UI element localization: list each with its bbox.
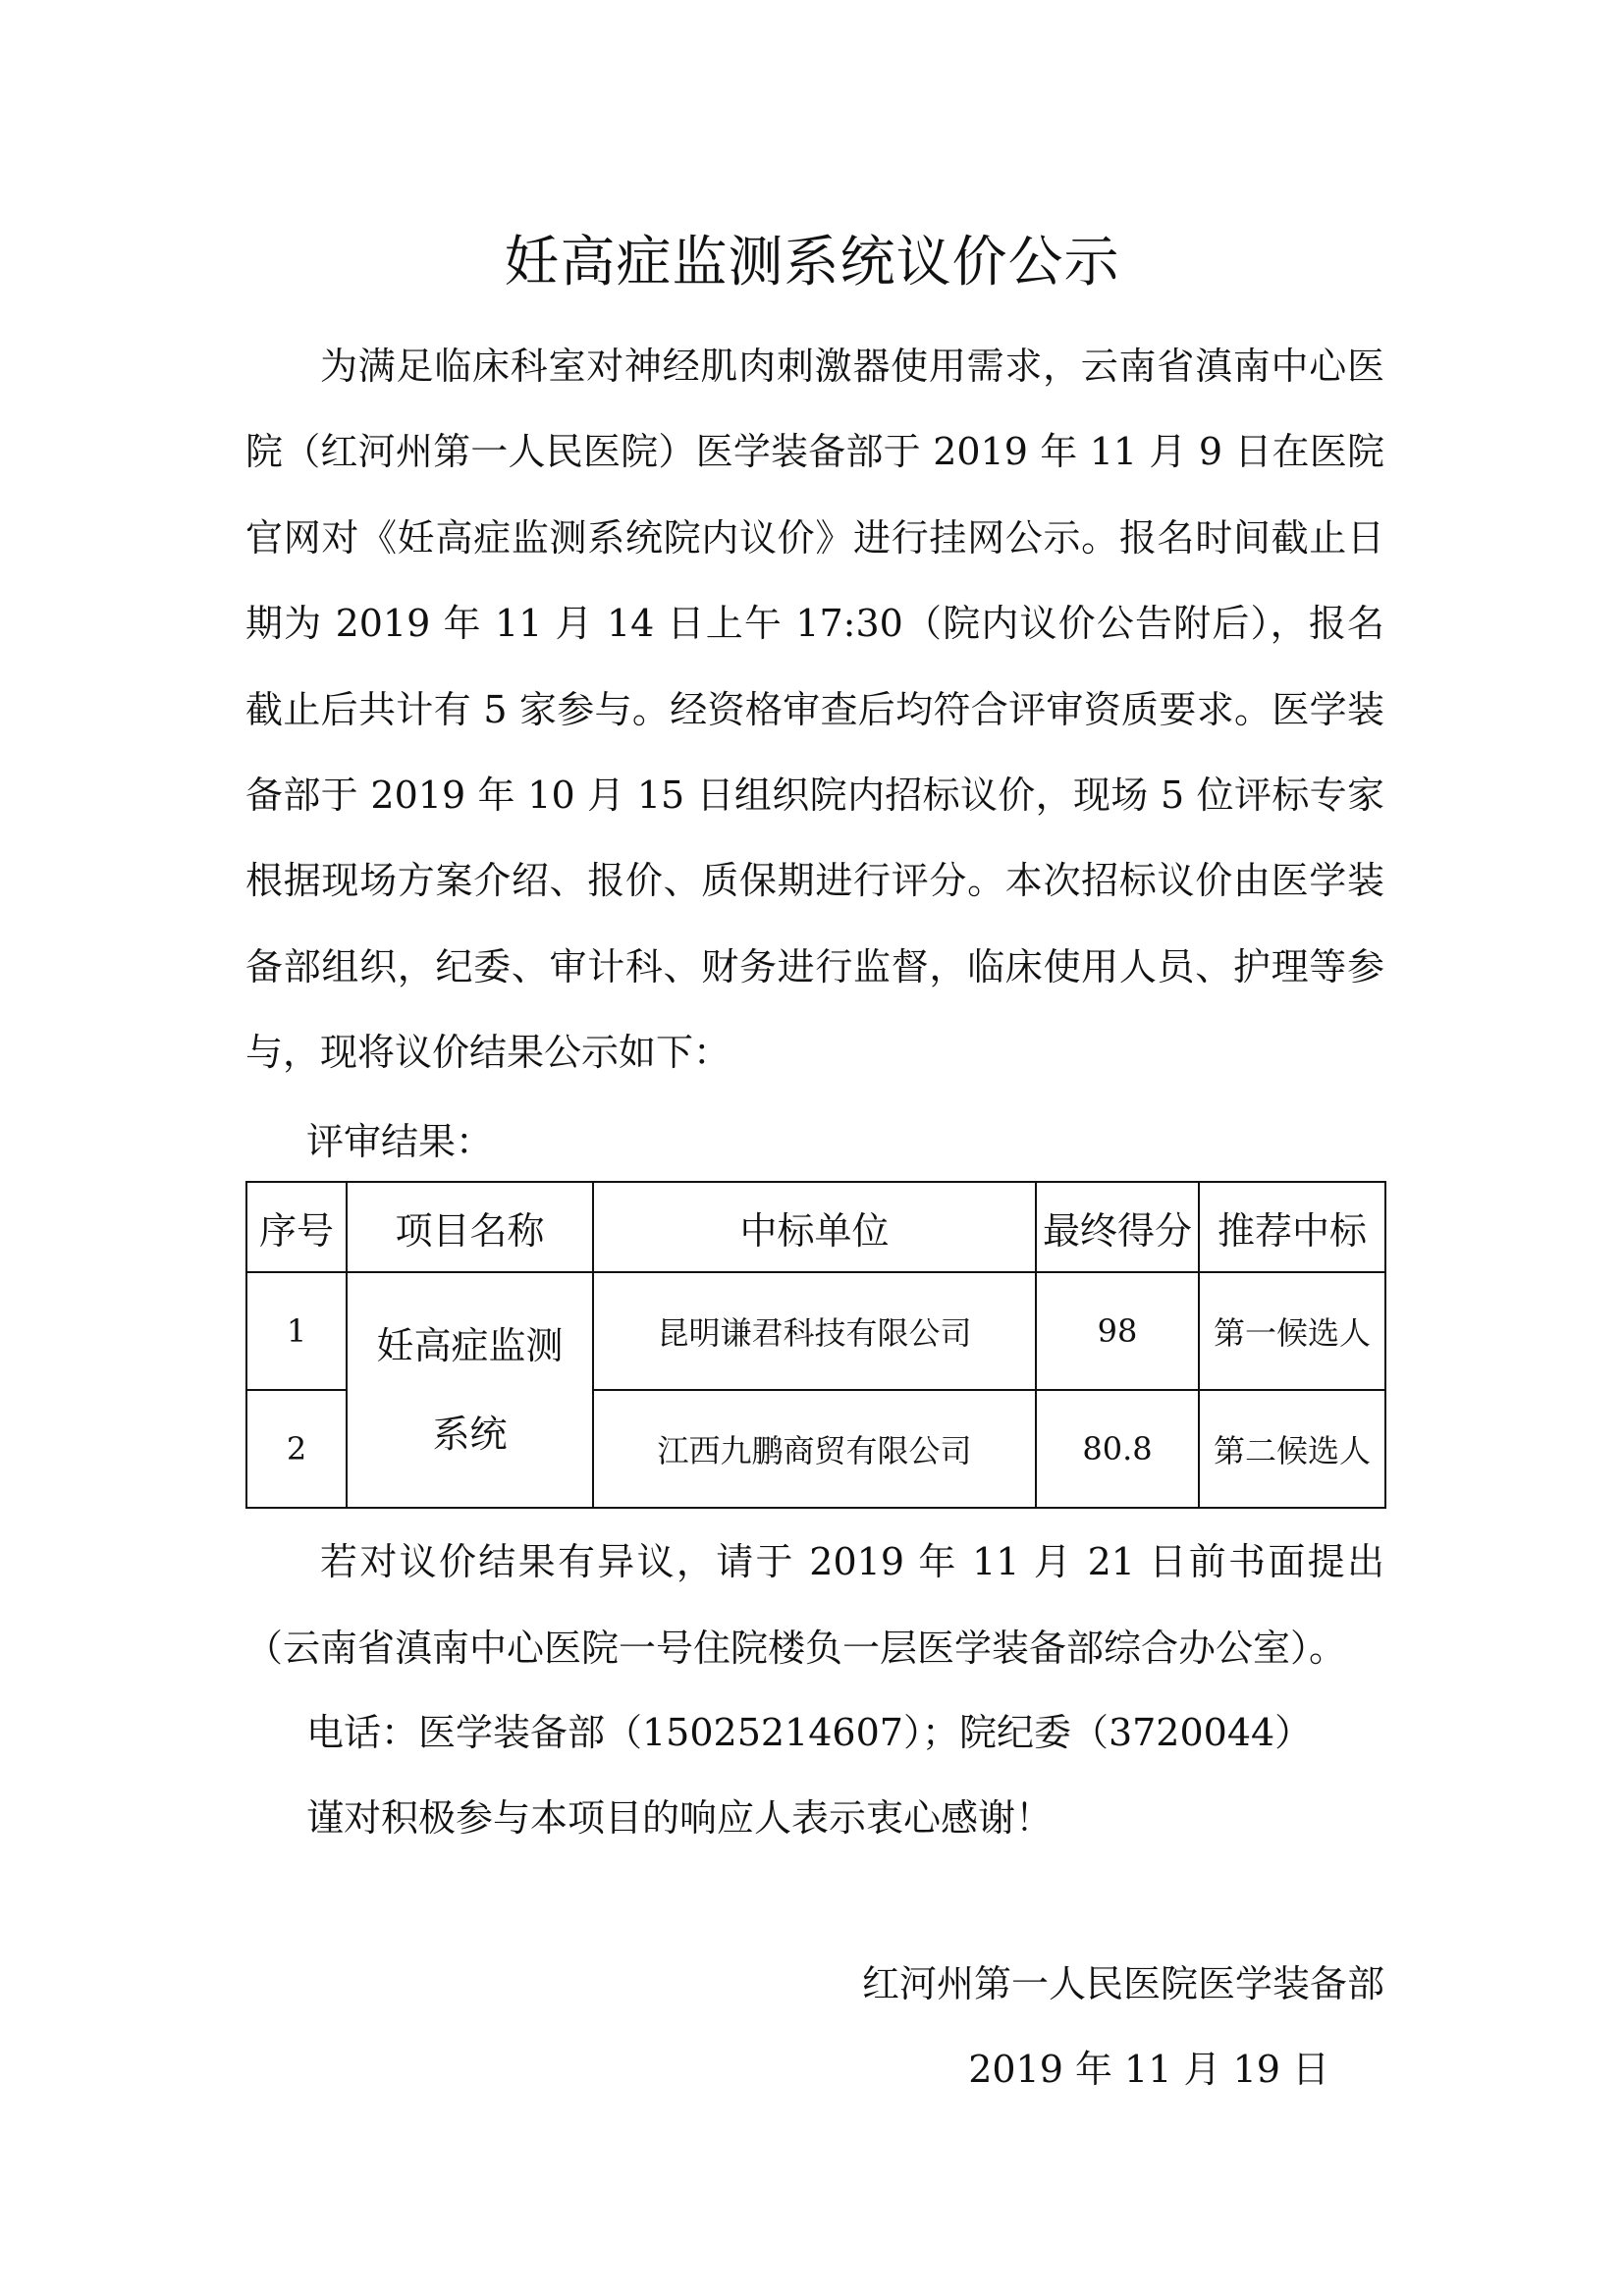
table-row (246, 1272, 1385, 1390)
header-recommendation: 推荐中标 (1199, 1182, 1385, 1272)
signing-organization: 红河州第一人民医院医学装备部 (861, 1962, 1384, 2005)
row-recommendation: 第一候选人 (1199, 1272, 1385, 1390)
project-name: 妊高症监测系统 (376, 1324, 564, 1456)
row-company: 江西九鹏商贸有限公司 (593, 1390, 1036, 1508)
signing-date: 2019 年 11 月 19 日 (968, 2048, 1329, 2091)
header-final-score: 最终得分 (1036, 1182, 1199, 1272)
review-results-label: 评审结果： (306, 1120, 494, 1163)
results-table (245, 1181, 1386, 1509)
table-header-row (246, 1182, 1385, 1272)
row-index: 1 (246, 1272, 347, 1390)
row-score: 98 (1036, 1272, 1199, 1390)
header-winning-company: 中标单位 (593, 1182, 1036, 1272)
thanks-line: 谨对积极参与本项目的响应人表示衷心感谢！ (306, 1796, 1054, 1840)
header-project-name: 项目名称 (347, 1182, 593, 1272)
objection-paragraph: 若对议价结果有异议，请于 2019 年 11 月 21 日前书面提出（云南省滇南中心医院一号住院楼负一层医学装备部综合办公室）。 (245, 1540, 1384, 1670)
document-title: 妊高症监测系统议价公示 (504, 231, 1120, 294)
intro-paragraph: 为满足临床科室对神经肌肉刺激器使用需求，云南省滇南中心医院（红河州第一人民医院）医学装备部于 2019 年 11 月 9 日在医院官网对《妊高症监测系统院内议价》进行挂网公示。报名时间截止日期为 2019 年 11 月 14 日上午 17:30（院内议价公告附后），报名截止后共计有 5 家参与。经资格审查后均符合评审资质要求。医学装备部于 2019 年 10 月 15 日组织院内招标议价，现场 5 位评标专家根据现场方案介绍、报价、质保期进行评分。本次招标议价由医学装备部组织，纪委、审计科、财务进行监督，临床使用人员、护理等参与，现将议价结果公示如下： (245, 345, 1384, 1075)
header-index: 序号 (246, 1182, 347, 1272)
row-company: 昆明谦君科技有限公司 (593, 1272, 1036, 1390)
row-score: 80.8 (1036, 1390, 1199, 1508)
row-recommendation: 第二候选人 (1199, 1390, 1385, 1508)
contact-phone-line: 电话：医学装备部（15025214607）；院纪委（3720044） (306, 1711, 1313, 1754)
row-index: 2 (246, 1390, 347, 1508)
project-name-cell (347, 1272, 593, 1508)
